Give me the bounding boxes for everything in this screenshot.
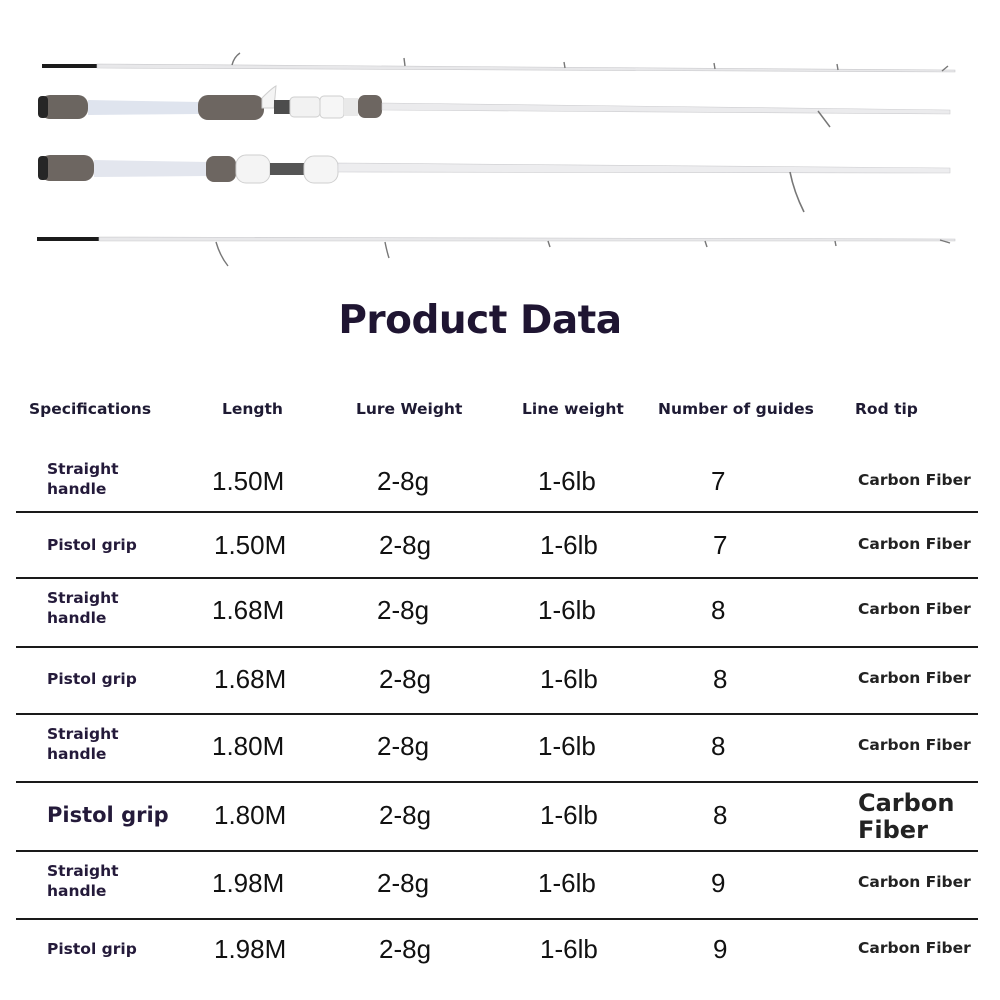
row-divider: [16, 850, 978, 852]
cell-line-weight: 1-6lb: [540, 800, 598, 830]
cell-specification: Straight handle: [47, 725, 119, 763]
cell-line-weight: 1-6lb: [538, 868, 596, 898]
cell-lure-weight: 2-8g: [379, 934, 432, 964]
cell-number-of-guides: 9: [713, 934, 728, 964]
cell-lure-weight: 2-8g: [379, 800, 432, 830]
rod-tip-section-bottom: [37, 237, 955, 266]
cell-length: 1.50M: [212, 466, 285, 496]
cell-rod-tip: Carbon Fiber: [858, 789, 955, 844]
row-divider: [16, 646, 978, 648]
cell-rod-tip: Carbon Fiber: [858, 736, 971, 754]
cell-specification: Straight handle: [47, 460, 119, 498]
rod-spinning-handle: [38, 155, 950, 212]
cell-rod-tip: Carbon Fiber: [858, 600, 971, 618]
rod-tip-section-top: [42, 53, 955, 72]
header-specifications: Specifications: [29, 400, 152, 418]
cell-specification: Pistol grip: [47, 536, 137, 554]
cell-lure-weight: 2-8g: [379, 530, 432, 560]
cell-lure-weight: 2-8g: [377, 868, 430, 898]
cell-rod-tip: Carbon Fiber: [858, 669, 971, 687]
header-length: Length: [222, 400, 283, 418]
cell-length: 1.98M: [214, 934, 287, 964]
cell-line-weight: 1-6lb: [540, 664, 598, 694]
cell-specification: Straight handle: [47, 589, 119, 627]
cell-rod-tip: Carbon Fiber: [858, 535, 971, 553]
rod-casting-handle: [38, 86, 950, 127]
header-line-weight: Line weight: [522, 400, 624, 418]
cell-specification: Straight handle: [47, 862, 119, 900]
cell-length: 1.80M: [212, 731, 285, 761]
cell-line-weight: 1-6lb: [538, 595, 596, 625]
table-header: [0, 396, 1000, 426]
cell-length: 1.98M: [212, 868, 285, 898]
cell-number-of-guides: 8: [713, 800, 728, 830]
cell-number-of-guides: 8: [711, 731, 726, 761]
cell-line-weight: 1-6lb: [540, 530, 598, 560]
row-divider: [16, 511, 978, 513]
cell-lure-weight: 2-8g: [377, 466, 430, 496]
cell-length: 1.80M: [214, 800, 287, 830]
fishing-rods-image: [0, 0, 1000, 280]
row-divider: [16, 713, 978, 715]
cell-number-of-guides: 7: [711, 466, 726, 496]
cell-rod-tip: Carbon Fiber: [858, 873, 971, 891]
cell-line-weight: 1-6lb: [540, 934, 598, 964]
cell-lure-weight: 2-8g: [379, 664, 432, 694]
cell-number-of-guides: 8: [711, 595, 726, 625]
cell-number-of-guides: 7: [713, 530, 728, 560]
row-divider: [16, 577, 978, 579]
cell-line-weight: 1-6lb: [538, 466, 596, 496]
cell-rod-tip: Carbon Fiber: [858, 939, 971, 957]
cell-length: 1.68M: [214, 664, 287, 694]
row-divider: [16, 781, 978, 783]
cell-line-weight: 1-6lb: [538, 731, 596, 761]
page-title: Product Data: [338, 298, 622, 343]
cell-rod-tip: Carbon Fiber: [858, 471, 971, 489]
cell-lure-weight: 2-8g: [377, 595, 430, 625]
header-number-of-guides: Number of guides: [658, 400, 814, 418]
cell-number-of-guides: 9: [711, 868, 726, 898]
cell-specification: Pistol grip: [47, 940, 137, 958]
cell-length: 1.68M: [212, 595, 285, 625]
cell-length: 1.50M: [214, 530, 287, 560]
cell-number-of-guides: 8: [713, 664, 728, 694]
header-rod-tip: Rod tip: [855, 400, 918, 418]
cell-lure-weight: 2-8g: [377, 731, 430, 761]
cell-specification: Pistol grip: [47, 670, 137, 688]
header-lure-weight: Lure Weight: [356, 400, 463, 418]
cell-specification: Pistol grip: [47, 803, 169, 827]
row-divider: [16, 918, 978, 920]
